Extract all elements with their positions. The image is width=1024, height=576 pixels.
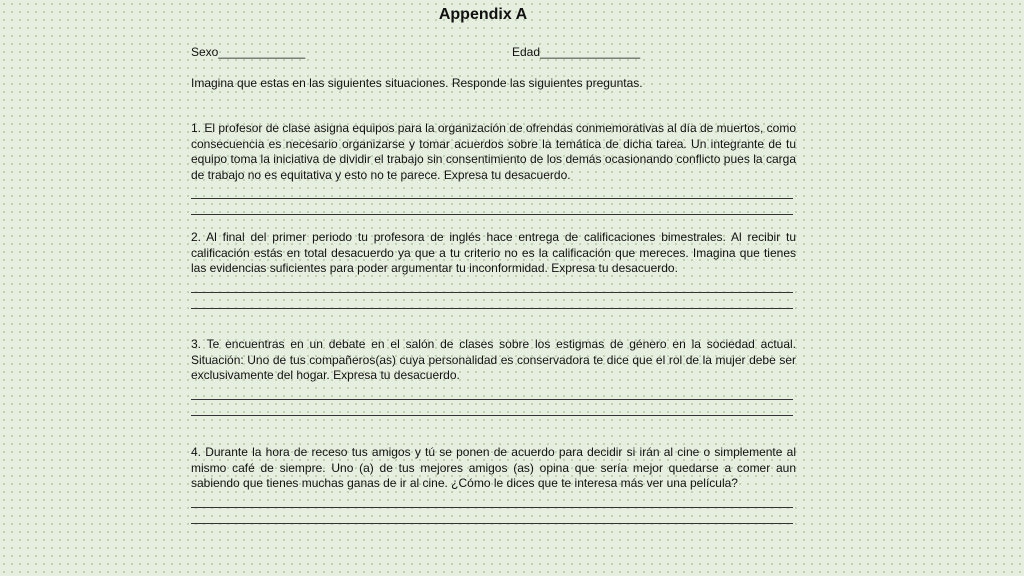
question-4 [191,445,796,524]
page-title: Appendix A [438,6,528,23]
answer-line[interactable] [191,214,793,215]
question-text: 4. Durante la hora de receso tus amigos y tú se ponen de acuerdo para decidir si irán al cine o simplemente al mismo café de siempre. Uno (a) de tus mejores amigos (as) opina que sería mejor quedarse a comer aun sabiendo que tienes muchas ganas de ir al cine. ¿Cómo le dices que te interesa más ver una película? [191,445,796,491]
sexo-field[interactable]: Sexo_____________ [191,45,306,59]
answer-line[interactable] [191,399,793,400]
answer-line[interactable] [191,507,793,508]
question-1 [191,121,796,215]
answer-line[interactable] [191,523,793,524]
edad-field[interactable]: Edad_______________ [512,45,641,59]
instructions: Imagina que estas en las siguientes situaciones. Responde las siguientes preguntas. [191,76,643,90]
question-2 [191,230,796,309]
answer-line[interactable] [191,308,793,309]
answer-line[interactable] [191,415,793,416]
answer-line[interactable] [191,292,793,293]
question-text: 3. Te encuentras en un debate en el salón de clases sobre los estigmas de género en la sociedad actual. Situación: Uno de tus compañeros(as) cuya personalidad es conservadora te dice que el rol de la mujer debe ser exclusivamente del hogar. Expresa tu desacuerdo. [191,337,796,383]
question-text: 2. Al final del primer periodo tu profesora de inglés hace entrega de calificaciones bimestrales. Al recibir tu calificación estás en total desacuerdo ya que a tu criterio no es la calificación que mereces. Imagina que tienes las evidencias suficientes para poder argumentar tu inconformidad. Expresa tu desacuerdo. [191,230,796,276]
question-text: 1. El profesor de clase asigna equipos para la organización de ofrendas conmemorativas al día de muertos, como consecuencia es necesario organizarse y tomar acuerdos sobre la temática de dicha tarea. Un integrante de tu equipo toma la iniciativa de dividir el trabajo sin consentimiento de los demás ocasionando conflicto pues la carga de trabajo no es equitativa y esto no te parece. Expresa tu desacuerdo. [191,121,797,182]
answer-line[interactable] [191,198,793,199]
question-3 [191,337,796,416]
